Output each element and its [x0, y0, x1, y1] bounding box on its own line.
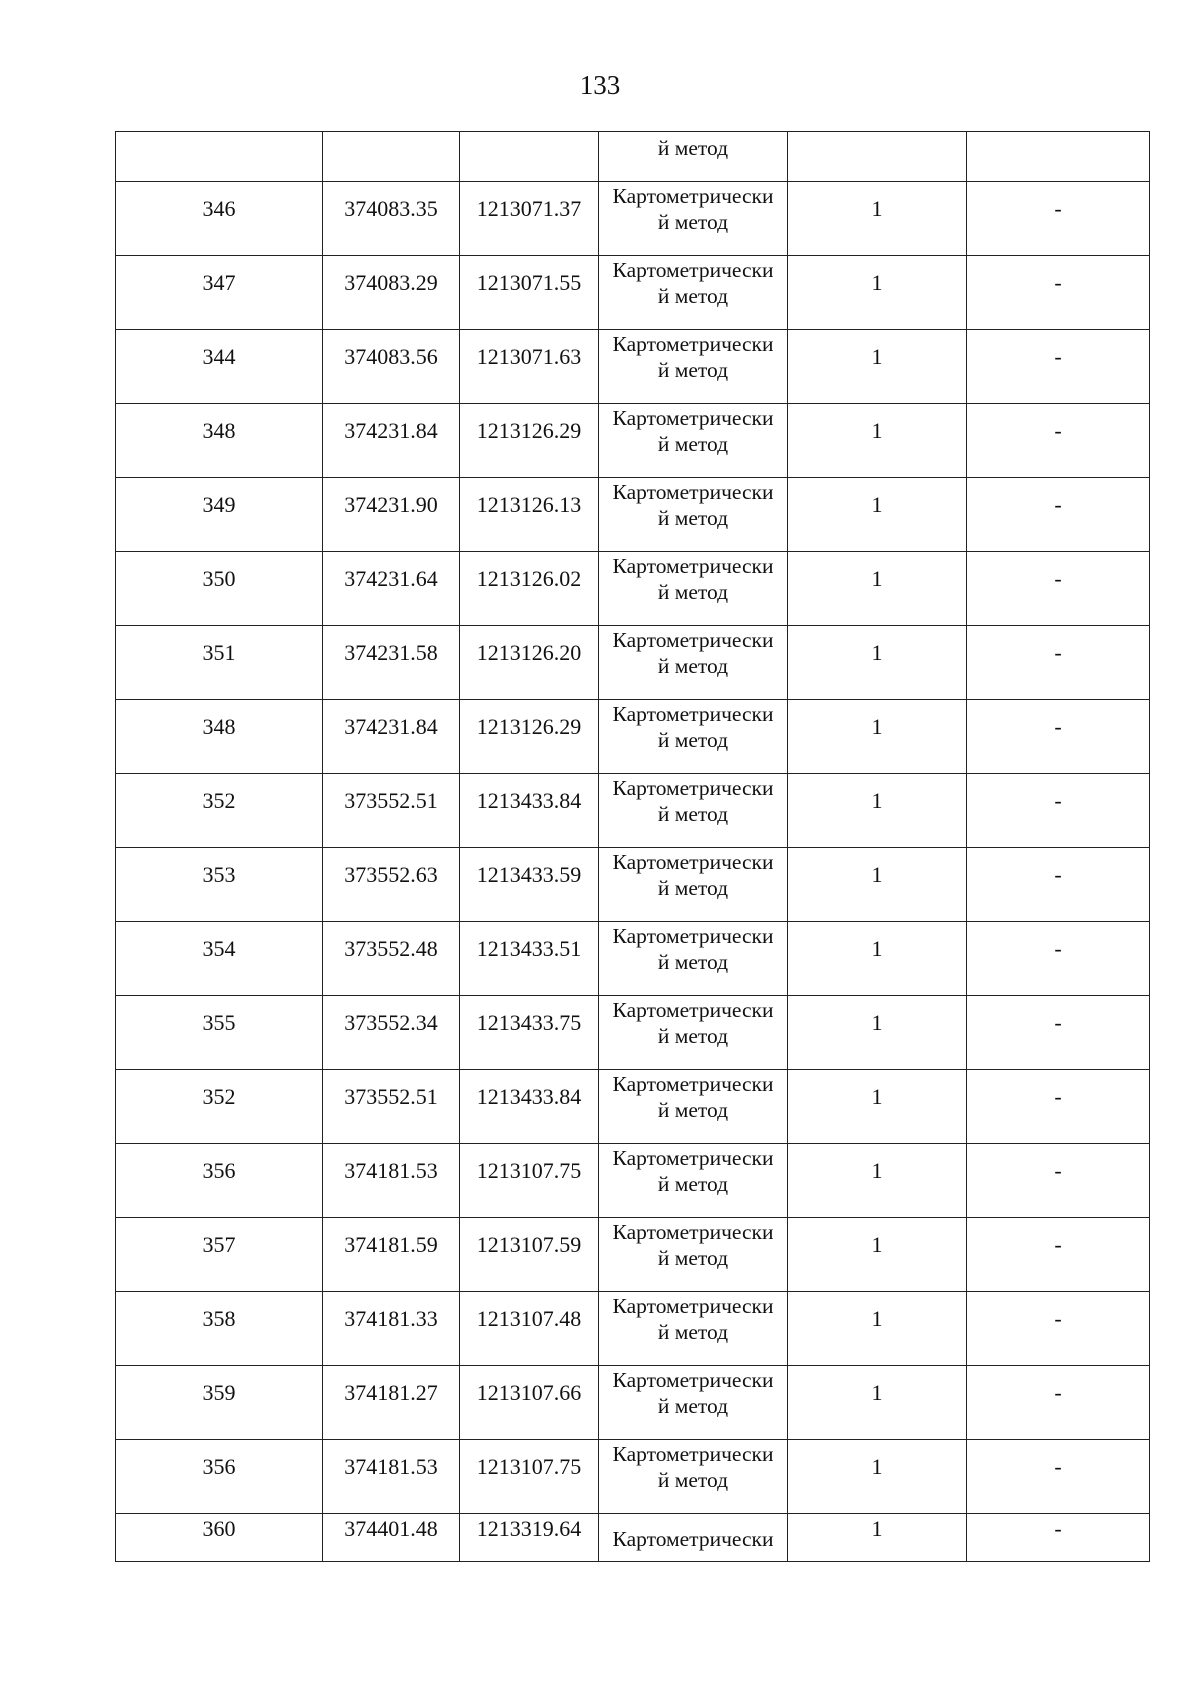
table-row-last	[116, 1514, 1150, 1562]
note-text: -	[1054, 714, 1062, 739]
method-text: й метод	[657, 358, 729, 382]
method-text: й метод	[657, 1098, 729, 1122]
accuracy-cell	[788, 922, 967, 996]
y-text: 1213071.63	[476, 344, 582, 369]
accuracy-text: 1	[871, 714, 883, 739]
y-text: 1213433.59	[476, 862, 582, 887]
table-row	[116, 552, 1150, 626]
point-text: 354	[202, 936, 236, 961]
point-cell	[116, 1292, 323, 1366]
table-row	[116, 182, 1150, 256]
method-text: й метод	[657, 284, 729, 308]
note-cell	[967, 848, 1150, 922]
accuracy-text: 1	[871, 566, 883, 591]
y-text: 1213433.51	[476, 936, 582, 961]
y-text: 1213433.75	[476, 1010, 582, 1035]
point-text: 348	[202, 714, 236, 739]
point-cell	[116, 552, 323, 626]
point-cell	[116, 922, 323, 996]
method-text: Картометрически	[612, 850, 774, 874]
point-cell	[116, 1070, 323, 1144]
point-text: 352	[202, 788, 236, 813]
accuracy-cell	[788, 404, 967, 478]
y-cell	[460, 1144, 599, 1218]
point-cell	[116, 700, 323, 774]
x-cell	[323, 552, 460, 626]
method-text: Картометрически	[612, 332, 774, 356]
accuracy-cell	[788, 1514, 967, 1562]
y-cell	[460, 922, 599, 996]
method-text: й метод	[657, 1468, 729, 1492]
method-text: й метод	[657, 1024, 729, 1048]
y-cell	[460, 1292, 599, 1366]
method-text: й метод	[657, 1394, 729, 1418]
x-text: 373552.51	[344, 1084, 438, 1109]
x-cell	[323, 404, 460, 478]
method-cell	[599, 1292, 788, 1366]
x-cell	[323, 1440, 460, 1514]
x-text: 374231.84	[344, 714, 438, 739]
y-text: 1213126.29	[476, 418, 582, 443]
method-cell	[599, 1366, 788, 1440]
x-cell	[323, 996, 460, 1070]
point-cell	[116, 1366, 323, 1440]
method-cell	[599, 700, 788, 774]
x-cell	[323, 1366, 460, 1440]
method-text: Картометрически	[612, 554, 774, 578]
method-text: й метод	[657, 802, 729, 826]
accuracy-cell	[788, 700, 967, 774]
accuracy-cell	[788, 1144, 967, 1218]
x-cell	[323, 1514, 460, 1562]
point-cell	[116, 1218, 323, 1292]
accuracy-cell	[788, 996, 967, 1070]
table-row	[116, 404, 1150, 478]
note-cell	[967, 478, 1150, 552]
point-cell	[116, 996, 323, 1070]
method-cell	[599, 922, 788, 996]
page-number: 133	[579, 70, 621, 100]
method-text: Картометрически	[612, 1527, 774, 1551]
point-text: 355	[202, 1010, 236, 1035]
y-cell	[460, 774, 599, 848]
y-text: 1213126.13	[476, 492, 582, 517]
method-text: й метод	[657, 506, 729, 530]
y-cell	[460, 330, 599, 404]
table-row	[116, 478, 1150, 552]
x-cell	[323, 774, 460, 848]
x-text: 374181.27	[344, 1380, 438, 1405]
point-text: 356	[202, 1454, 236, 1479]
method-text: Картометрически	[612, 776, 774, 800]
method-text: й метод	[657, 580, 729, 604]
accuracy-cell	[788, 132, 967, 182]
y-text: 1213433.84	[476, 788, 582, 813]
note-text: -	[1054, 1380, 1062, 1405]
y-text: 1213319.64	[476, 1516, 582, 1541]
accuracy-cell	[788, 848, 967, 922]
y-cell	[460, 404, 599, 478]
note-cell	[967, 996, 1150, 1070]
x-cell	[323, 626, 460, 700]
method-cell	[599, 848, 788, 922]
point-text: 353	[202, 862, 236, 887]
x-text: 374231.58	[344, 640, 438, 665]
method-cell	[599, 182, 788, 256]
y-cell	[460, 256, 599, 330]
method-text: й метод	[657, 876, 729, 900]
note-cell	[967, 1218, 1150, 1292]
accuracy-cell	[788, 182, 967, 256]
method-cell	[599, 404, 788, 478]
x-cell	[323, 1218, 460, 1292]
point-text: 350	[202, 566, 236, 591]
y-text: 1213107.75	[476, 1454, 582, 1479]
table-row	[116, 996, 1150, 1070]
method-text: й метод	[657, 1320, 729, 1344]
note-cell	[967, 1440, 1150, 1514]
table-row	[116, 626, 1150, 700]
note-text: -	[1054, 862, 1062, 887]
point-text: 346	[202, 196, 236, 221]
x-text: 373552.51	[344, 788, 438, 813]
point-cell	[116, 182, 323, 256]
method-cell	[599, 996, 788, 1070]
method-cell	[599, 1144, 788, 1218]
note-cell	[967, 626, 1150, 700]
y-text: 1213126.02	[476, 566, 582, 591]
table-row	[116, 1366, 1150, 1440]
x-cell	[323, 1292, 460, 1366]
x-text: 373552.63	[344, 862, 438, 887]
accuracy-text: 1	[871, 196, 883, 221]
note-text: -	[1054, 418, 1062, 443]
y-cell	[460, 1366, 599, 1440]
accuracy-text: 1	[871, 1454, 883, 1479]
note-text: -	[1054, 1158, 1062, 1183]
x-text: 374181.53	[344, 1158, 438, 1183]
point-cell	[116, 330, 323, 404]
x-text: 374083.35	[344, 196, 438, 221]
note-cell	[967, 1144, 1150, 1218]
note-cell	[967, 256, 1150, 330]
method-cell	[599, 1514, 788, 1562]
method-cell	[599, 552, 788, 626]
point-cell	[116, 1144, 323, 1218]
y-cell	[460, 1440, 599, 1514]
x-text: 374231.84	[344, 418, 438, 443]
note-text: -	[1054, 492, 1062, 517]
note-cell	[967, 182, 1150, 256]
note-cell	[967, 1292, 1150, 1366]
method-text: Картометрически	[612, 1442, 774, 1466]
y-cell	[460, 182, 599, 256]
method-cell	[599, 256, 788, 330]
accuracy-text: 1	[871, 788, 883, 813]
method-cell	[599, 1218, 788, 1292]
method-text: Картометрически	[612, 406, 774, 430]
x-cell	[323, 478, 460, 552]
method-text: Картометрически	[612, 1368, 774, 1392]
y-text: 1213107.59	[476, 1232, 582, 1257]
y-text: 1213107.48	[476, 1306, 582, 1331]
point-text: 351	[202, 640, 236, 665]
accuracy-text: 1	[871, 1306, 883, 1331]
x-cell	[323, 700, 460, 774]
accuracy-text: 1	[871, 344, 883, 369]
point-text: 344	[202, 344, 236, 369]
accuracy-cell	[788, 1070, 967, 1144]
method-cell	[599, 132, 788, 182]
accuracy-text: 1	[871, 1084, 883, 1109]
method-text: Картометрически	[612, 702, 774, 726]
y-cell	[460, 700, 599, 774]
x-text: 374181.33	[344, 1306, 438, 1331]
y-cell	[460, 132, 599, 182]
method-text: й метод	[657, 654, 729, 678]
note-text: -	[1054, 640, 1062, 665]
table-row	[116, 700, 1150, 774]
coordinates-table	[115, 131, 1150, 1562]
table-row	[116, 1218, 1150, 1292]
method-cell	[599, 626, 788, 700]
point-cell	[116, 848, 323, 922]
method-text: Картометрически	[612, 998, 774, 1022]
accuracy-text: 1	[871, 862, 883, 887]
accuracy-cell	[788, 626, 967, 700]
x-cell	[323, 256, 460, 330]
y-cell	[460, 626, 599, 700]
accuracy-text: 1	[871, 1516, 883, 1541]
accuracy-cell	[788, 1440, 967, 1514]
point-cell	[116, 132, 323, 182]
point-text: 348	[202, 418, 236, 443]
x-cell	[323, 132, 460, 182]
x-cell	[323, 1144, 460, 1218]
y-text: 1213071.37	[476, 196, 582, 221]
note-text: -	[1054, 566, 1062, 591]
method-text: й метод	[657, 1246, 729, 1270]
point-cell	[116, 626, 323, 700]
x-text: 374231.64	[344, 566, 438, 591]
y-cell	[460, 552, 599, 626]
x-text: 373552.34	[344, 1010, 438, 1035]
x-text: 374083.56	[344, 344, 438, 369]
x-cell	[323, 182, 460, 256]
table-row	[116, 256, 1150, 330]
method-text: й метод	[657, 136, 729, 160]
y-text: 1213107.66	[476, 1380, 582, 1405]
accuracy-text: 1	[871, 1380, 883, 1405]
table-row	[116, 1440, 1150, 1514]
point-cell	[116, 478, 323, 552]
point-text: 349	[202, 492, 236, 517]
method-text: Картометрически	[612, 1294, 774, 1318]
x-cell	[323, 848, 460, 922]
accuracy-cell	[788, 1218, 967, 1292]
note-cell	[967, 922, 1150, 996]
method-cell	[599, 1070, 788, 1144]
method-text: Картометрически	[612, 480, 774, 504]
method-text: Картометрически	[612, 258, 774, 282]
x-text: 374083.29	[344, 270, 438, 295]
note-cell	[967, 1070, 1150, 1144]
method-cell	[599, 1440, 788, 1514]
accuracy-text: 1	[871, 1232, 883, 1257]
method-text: Картометрически	[612, 1146, 774, 1170]
point-text: 356	[202, 1158, 236, 1183]
note-text: -	[1054, 270, 1062, 295]
x-cell	[323, 330, 460, 404]
point-text: 357	[202, 1232, 236, 1257]
accuracy-text: 1	[871, 640, 883, 665]
accuracy-cell	[788, 330, 967, 404]
table-row	[116, 922, 1150, 996]
x-cell	[323, 922, 460, 996]
point-text: 352	[202, 1084, 236, 1109]
point-cell	[116, 404, 323, 478]
accuracy-text: 1	[871, 1010, 883, 1035]
method-text: Картометрически	[612, 1072, 774, 1096]
note-text: -	[1054, 1232, 1062, 1257]
accuracy-text: 1	[871, 418, 883, 443]
note-text: -	[1054, 1010, 1062, 1035]
y-text: 1213126.29	[476, 714, 582, 739]
note-text: -	[1054, 196, 1062, 221]
point-cell	[116, 774, 323, 848]
x-text: 374401.48	[344, 1516, 438, 1541]
point-text: 360	[202, 1516, 236, 1541]
method-text: Картометрически	[612, 1220, 774, 1244]
y-cell	[460, 848, 599, 922]
accuracy-text: 1	[871, 270, 883, 295]
accuracy-cell	[788, 552, 967, 626]
y-text: 1213071.55	[476, 270, 582, 295]
note-cell	[967, 700, 1150, 774]
note-cell	[967, 330, 1150, 404]
note-text: -	[1054, 344, 1062, 369]
point-text: 358	[202, 1306, 236, 1331]
x-text: 374181.59	[344, 1232, 438, 1257]
point-cell	[116, 1514, 323, 1562]
y-text: 1213107.75	[476, 1158, 582, 1183]
method-text: й метод	[657, 432, 729, 456]
y-cell	[460, 1070, 599, 1144]
accuracy-cell	[788, 1292, 967, 1366]
point-cell	[116, 1440, 323, 1514]
note-cell	[967, 774, 1150, 848]
point-cell	[116, 256, 323, 330]
y-cell	[460, 1218, 599, 1292]
table-row	[116, 774, 1150, 848]
method-text: й метод	[657, 1172, 729, 1196]
accuracy-text: 1	[871, 936, 883, 961]
y-cell	[460, 1514, 599, 1562]
method-text: Картометрически	[612, 924, 774, 948]
method-text: й метод	[657, 950, 729, 974]
method-text: Картометрически	[612, 184, 774, 208]
method-cell	[599, 478, 788, 552]
point-text: 347	[202, 270, 236, 295]
table-row-continuation	[116, 132, 1150, 182]
note-cell	[967, 132, 1150, 182]
method-text: Картометрически	[612, 628, 774, 652]
point-text: 359	[202, 1380, 236, 1405]
table-row	[116, 330, 1150, 404]
note-text: -	[1054, 936, 1062, 961]
note-cell	[967, 1514, 1150, 1562]
x-text: 374231.90	[344, 492, 438, 517]
note-text: -	[1054, 1306, 1062, 1331]
method-text: й метод	[657, 210, 729, 234]
accuracy-text: 1	[871, 1158, 883, 1183]
accuracy-cell	[788, 1366, 967, 1440]
method-text: й метод	[657, 728, 729, 752]
method-cell	[599, 330, 788, 404]
x-text: 373552.48	[344, 936, 438, 961]
table-body	[116, 132, 1150, 1562]
x-text: 374181.53	[344, 1454, 438, 1479]
note-text: -	[1054, 1516, 1062, 1541]
table-row	[116, 1070, 1150, 1144]
table-row	[116, 1292, 1150, 1366]
y-cell	[460, 996, 599, 1070]
note-cell	[967, 404, 1150, 478]
accuracy-text: 1	[871, 492, 883, 517]
note-text: -	[1054, 1084, 1062, 1109]
y-text: 1213433.84	[476, 1084, 582, 1109]
note-cell	[967, 552, 1150, 626]
note-cell	[967, 1366, 1150, 1440]
table-row	[116, 848, 1150, 922]
table-row	[116, 1144, 1150, 1218]
method-cell	[599, 774, 788, 848]
y-cell	[460, 478, 599, 552]
accuracy-cell	[788, 478, 967, 552]
y-text: 1213126.20	[476, 640, 582, 665]
note-text: -	[1054, 1454, 1062, 1479]
accuracy-cell	[788, 256, 967, 330]
note-text: -	[1054, 788, 1062, 813]
accuracy-cell	[788, 774, 967, 848]
x-cell	[323, 1070, 460, 1144]
